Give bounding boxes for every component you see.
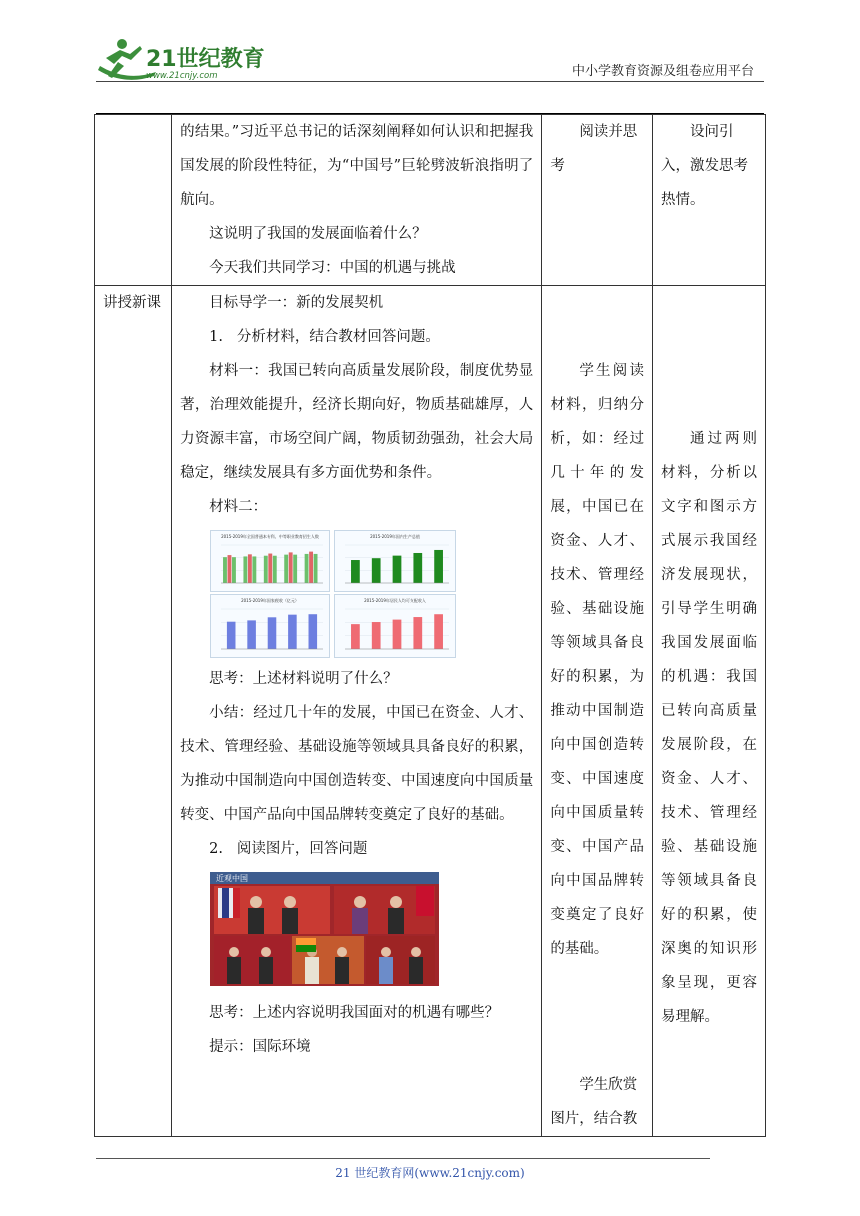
design-intent-cell	[653, 115, 766, 286]
chart-bar	[223, 557, 227, 583]
step-2: 2. 阅读图片，回答问题	[209, 841, 368, 857]
chart-bar	[393, 556, 402, 583]
chart-bar	[232, 557, 236, 583]
table-row	[95, 286, 766, 1137]
chart-bar	[351, 560, 360, 583]
content-cell	[172, 286, 542, 1137]
chart-bar	[351, 624, 360, 649]
chart-bar	[273, 556, 277, 583]
paragraph: 的结果。”习近平总书记的话深刻阐释如何认识和把握我国发展的阶段性特征，为“中国号”巨轮劈波斩浪指明了航向。	[180, 124, 534, 208]
content-cell	[172, 115, 542, 286]
chart-bar	[393, 620, 402, 649]
chart-bar	[414, 617, 423, 649]
chart-title: 2015-2019年居民人均可支配收入	[364, 598, 427, 603]
chart-bar	[284, 555, 288, 583]
chart-bar	[434, 614, 443, 649]
diplomacy-photo	[210, 872, 439, 986]
student-activity: 阅读并思考	[550, 124, 638, 174]
student-activity-cell	[542, 115, 653, 286]
paragraph: 今天我们共同学习：中国的机遇与挑战	[209, 260, 456, 276]
hint: 提示：国际环境	[209, 1039, 311, 1055]
student-activity: 学生阅读材料，归纳分析，如：经过几十年的发展，中国已在资金、人才、技术、管理经验、基础设施等领域具备良好的积累，为推动中国制造向中国创造转变、中国速度向中国质量转变、中国产品向中国品牌转变奠定了良好的基础。	[550, 363, 645, 957]
chart-bar	[268, 554, 272, 583]
lesson-plan-table	[94, 114, 766, 1137]
chart-bar	[309, 552, 313, 583]
chart-bar	[228, 555, 232, 583]
table-row	[95, 115, 766, 286]
chart-bar	[434, 550, 443, 583]
chart-bar	[268, 617, 277, 649]
student-activity: 学生欣赏图片，结合教	[550, 1077, 638, 1127]
chart-education	[210, 530, 330, 592]
chart-bar	[244, 556, 248, 583]
chart-bar	[305, 554, 309, 583]
header-divider	[96, 81, 764, 82]
chart-tax	[210, 594, 330, 658]
stage-cell	[95, 115, 172, 286]
summary: 小结：经过几十年的发展，中国已在资金、人才、技术、管理经验、基础设施等领域具具备良好的积累，为推动中国制造向中国创造转变、中国速度向中国质量转变、中国产品向中国品牌转变奠定了良好的基础。	[180, 705, 534, 823]
student-activity-cell	[542, 286, 653, 1137]
chart-title: 2015-2019年国家税收（亿元）	[241, 598, 300, 603]
svg-text:21世纪教育: 21世纪教育	[146, 47, 265, 72]
footer-text: 21 世纪教育网(www.21cnjy.com)	[335, 1166, 525, 1180]
material-2-charts	[210, 530, 458, 656]
chart-title: 2015-2019年国内生产总值	[370, 534, 421, 539]
chart-bar	[293, 555, 297, 583]
platform-name: 中小学教育资源及组卷应用平台	[571, 64, 754, 79]
stage-label: 讲授新课	[103, 295, 161, 311]
design-intent: 通过两则材料，分析以文字和图示方式展示我国经济发展现状，引导学生明确我国发展面临的机遇：我国已转向高质量发展阶段，在资金、人才、技术、管理经验、基础设施等领域具备良好的积累，使深奥的知识形象呈现，更容易理解。	[661, 431, 757, 1025]
chart-bar	[289, 552, 293, 583]
chart-bar	[264, 556, 268, 583]
footer-divider	[96, 1158, 710, 1159]
chart-bar	[247, 620, 256, 649]
stage-cell	[95, 286, 172, 1137]
think-2: 思考：上述内容说明我国面对的机遇有哪些？	[209, 1005, 500, 1021]
chart-bar	[309, 614, 318, 649]
design-intent-cell	[653, 286, 766, 1137]
goal-heading: 目标导学一：新的发展契机	[209, 295, 384, 311]
design-intent: 设问引入，激发思考热情。	[661, 124, 749, 208]
svg-text:www.21cnjy.com: www.21cnjy.com	[146, 71, 218, 81]
chart-bar	[253, 556, 257, 583]
chart-bar	[372, 622, 381, 649]
chart-income	[334, 594, 456, 658]
material-2-label: 材料二：	[209, 499, 268, 515]
step-1: 1. 分析材料，结合教材回答问题。	[209, 329, 440, 345]
material-1: 材料一：我国已转向高质量发展阶段，制度优势显著，治理效能提升，经济长期向好，物质基础雄厚，人力资源丰富，市场空间广阔，物质韧劲强劲，社会大局稳定，继续发展具有多方面优势和条件。	[180, 363, 534, 481]
chart-bar	[248, 554, 252, 583]
chart-bar	[414, 553, 423, 583]
paragraph: 这说明了我国的发展面临着什么？	[209, 226, 427, 242]
chart-gdp	[334, 530, 456, 592]
chart-title: 2015-2019年全国普通本专科、中等职业教育招生人数	[221, 534, 320, 539]
chart-bar	[372, 558, 381, 583]
chart-bar	[288, 615, 297, 649]
think-1: 思考：上述材料说明了什么？	[209, 671, 398, 687]
chart-bar	[227, 622, 236, 649]
chart-bar	[314, 554, 318, 583]
svg-text:近观中国: 近观中国	[216, 874, 249, 883]
site-logo	[96, 36, 266, 82]
